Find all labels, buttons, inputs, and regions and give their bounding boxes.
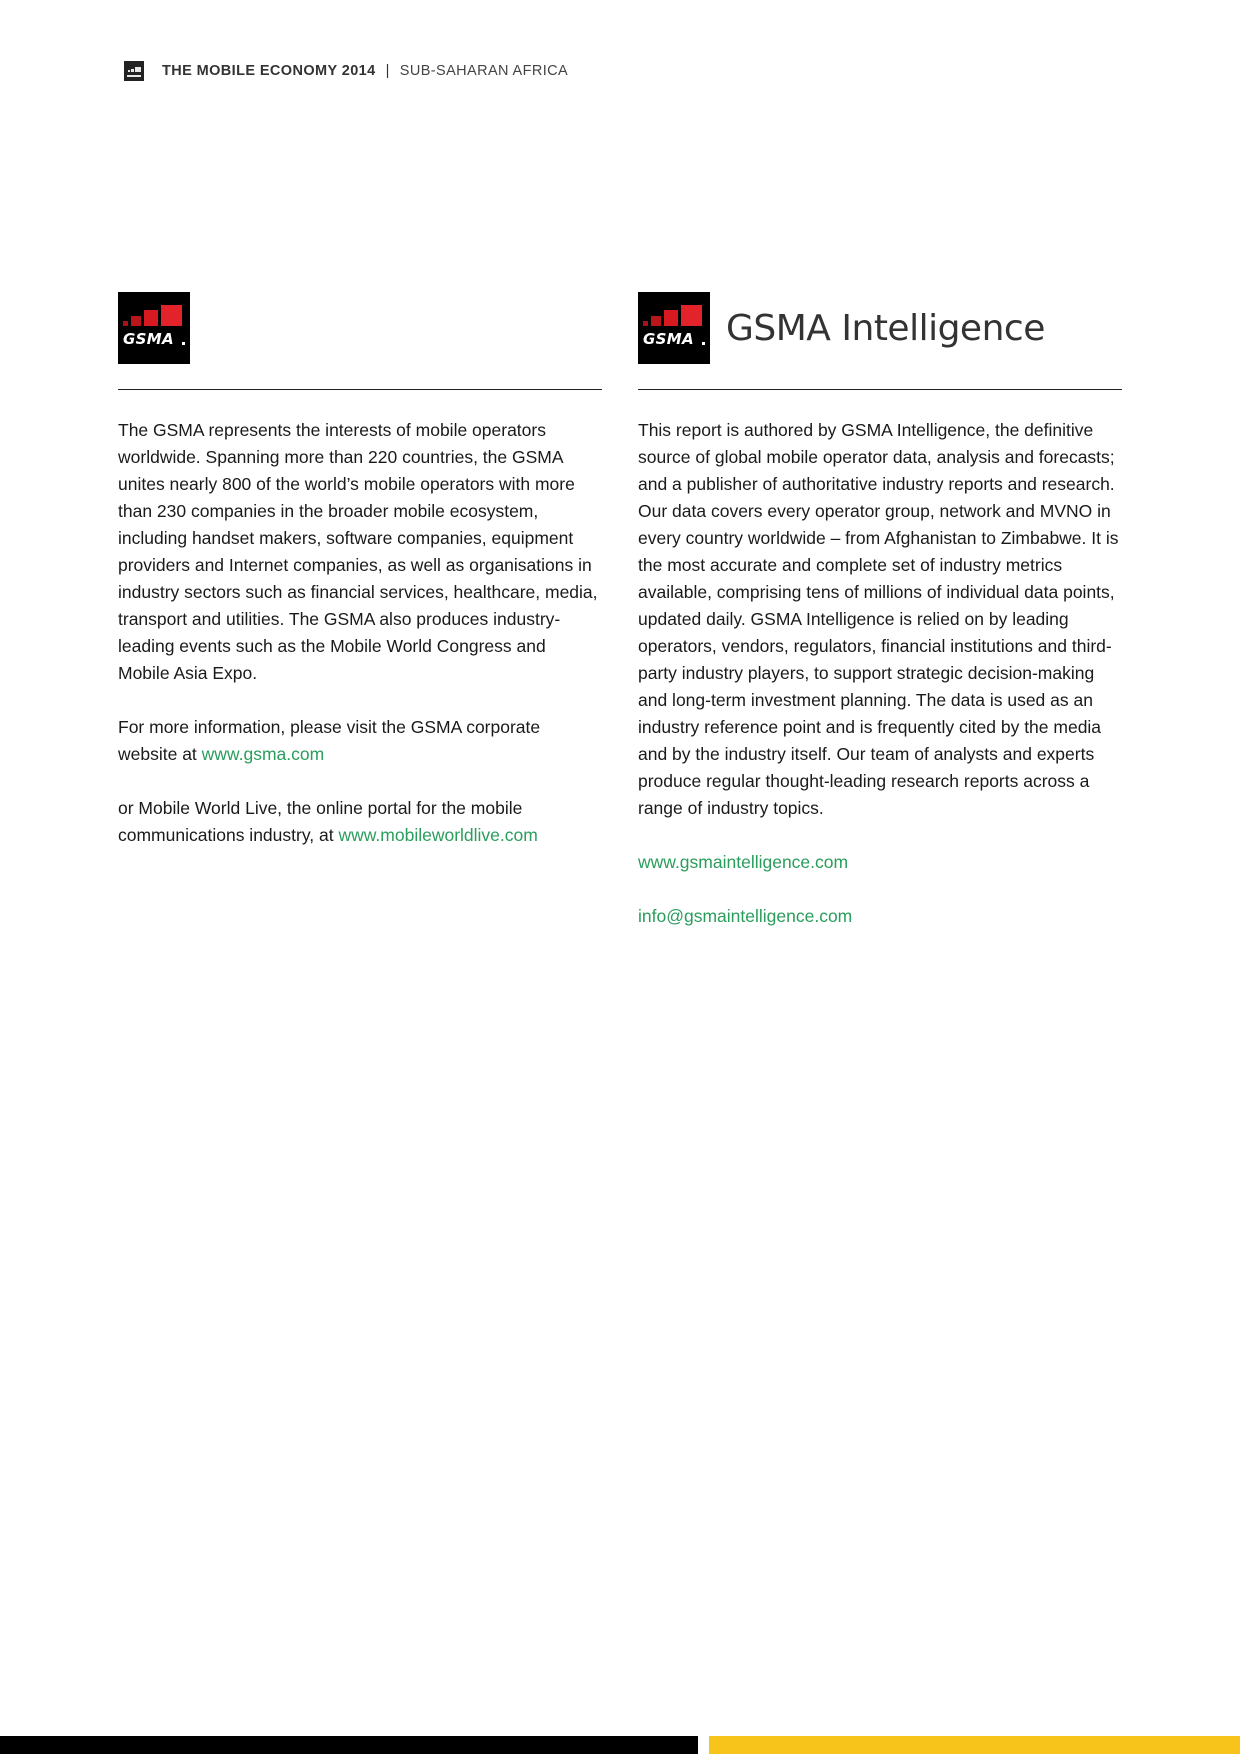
report-region: SUB-SAHARAN AFRICA: [399, 63, 569, 79]
mobile-world-live-text: or Mobile World Live, the online portal for the mobile communications industry, at: [118, 798, 523, 845]
gsma-website-link[interactable]: www.gsma.com: [201, 744, 325, 764]
divider: [118, 389, 602, 390]
gsma-mini-logo-icon: [124, 61, 144, 81]
page-header: [124, 60, 568, 82]
gsma-intelligence-website-link[interactable]: www.gsmaintelligence.com: [638, 852, 849, 872]
header-separator: |: [385, 63, 390, 79]
mobile-world-live-paragraph: [118, 795, 602, 849]
gsma-logo-icon: [118, 292, 190, 364]
divider: [638, 389, 1122, 390]
gsma-logo-text: GSMA: [643, 330, 694, 348]
gsma-intelligence-website-paragraph: [638, 849, 1122, 876]
gsma-logo-row: [118, 292, 602, 364]
report-title: THE MOBILE ECONOMY 2014: [162, 63, 376, 79]
gsma-intelligence-email-paragraph: [638, 903, 1122, 930]
gsma-logo-text: GSMA: [123, 330, 174, 348]
gsma-logo-icon: [638, 292, 710, 364]
gsma-intelligence-column: [638, 292, 1122, 930]
gsma-description: The GSMA represents the interests of mobile operators worldwide. Spanning more than 220 countries, the GSMA unites nearly 800 of the world’s mobile operators with more than 230 companies in the broader mobile ecosystem, including handset makers, software companies, equipment providers and Internet companies, as well as organisations in industry sectors such as financial services, healthcare, media, transport and utilities. The GSMA also produces industry-leading events such as the Mobile World Congress and Mobile Asia Expo.: [118, 420, 598, 683]
gsma-website-paragraph: [118, 714, 602, 768]
gsma-intelligence-email-link[interactable]: info@gsmaintelligence.com: [638, 906, 853, 926]
gsma-website-text: For more information, please visit the GSMA corporate website at: [118, 717, 541, 764]
footer-yellow-bar: [709, 1736, 1240, 1754]
gsma-intelligence-description: This report is authored by GSMA Intelligence, the definitive source of global mobile operator data, analysis and forecasts; and a publisher of authoritative industry reports and research. Our data covers every operator group, network and MVNO in every country worldwide – from Afghanistan to Zimbabwe. It is the most accurate and complete set of industry metrics available, comprising tens of millions of individual data points, updated daily. GSMA Intelligence is relied on by leading operators, vendors, regulators, financial institutions and third-party industry players, to support strategic decision-making and long-term investment planning. The data is used as an industry reference point and is frequently cited by the media and by the industry itself. Our team of analysts and experts produce regular thought-leading research reports across a range of industry topics.: [638, 420, 1119, 818]
mobile-world-live-link[interactable]: www.mobileworldlive.com: [338, 825, 538, 845]
gsma-intelligence-wordmark: GSMA Intelligence: [726, 307, 1045, 349]
gsma-column: [118, 292, 602, 849]
gsma-intelligence-logo-row: [638, 292, 1122, 364]
footer-black-bar: [0, 1736, 698, 1754]
